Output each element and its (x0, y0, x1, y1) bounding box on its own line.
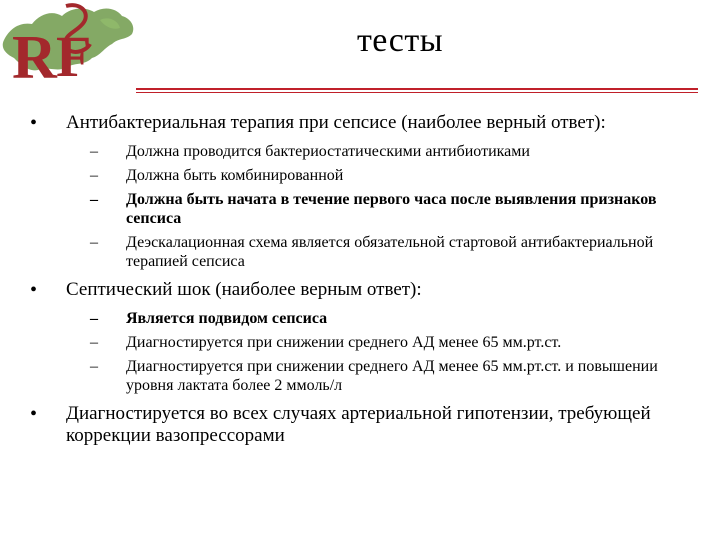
question-list (30, 112, 690, 447)
svg-text:R: R (12, 24, 57, 92)
bullet-icon: • (30, 112, 38, 134)
page-title: тесты (356, 22, 444, 59)
dash-icon: – (90, 167, 98, 184)
dash-icon: – (90, 334, 98, 351)
answer-option-text: Должна быть комбинированной (126, 167, 344, 184)
russia-map-logo-icon (0, 0, 140, 92)
answer-options (66, 142, 690, 271)
answer-option-text: Диагностируется при снижении среднего АД менее 65 мм.рт.ст. (126, 334, 562, 351)
answer-option-text: Диагностируется при снижении среднего АД менее 65 мм.рт.ст. и повышении уровня лактата более 2 ммоль/л (126, 358, 658, 394)
question-item (30, 403, 690, 447)
answer-options (66, 309, 690, 395)
dash-icon: – (90, 191, 98, 208)
svg-text:F: F (56, 24, 92, 89)
answer-option (90, 309, 690, 328)
answer-option (90, 357, 690, 395)
rf-logo (0, 0, 140, 92)
answer-option (90, 190, 690, 228)
answer-option (90, 142, 690, 161)
question-text: Диагностируется во всех случаях артериальной гипотензии, требующей коррекции вазопрессорами (66, 403, 651, 446)
dash-icon: – (90, 234, 98, 251)
question-text: Антибактериальная терапия при сепсисе (наиболее верный ответ): (66, 112, 606, 133)
bullet-icon: • (30, 279, 38, 301)
answer-option (90, 233, 690, 271)
question-item (30, 112, 690, 271)
dash-icon: – (90, 143, 98, 160)
bullet-icon: • (30, 403, 38, 425)
answer-option (90, 333, 690, 352)
title-divider (136, 88, 698, 93)
answer-option-text: Должна быть начата в течение первого часа после выявления признаков сепсиса (126, 191, 657, 227)
question-text: Септический шок (наиболее верным ответ): (66, 279, 422, 300)
dash-icon: – (90, 310, 98, 327)
answer-option-text: Деэскалационная схема является обязательной стартовой антибактериальной терапией сепсиса (126, 234, 654, 270)
answer-option-text: Является подвидом сепсиса (126, 310, 328, 327)
answer-option-text: Должна проводится бактериостатическими антибиотиками (126, 143, 530, 160)
dash-icon: – (90, 358, 98, 375)
answer-option (90, 166, 690, 185)
slide-content (30, 112, 690, 455)
question-item (30, 279, 690, 395)
